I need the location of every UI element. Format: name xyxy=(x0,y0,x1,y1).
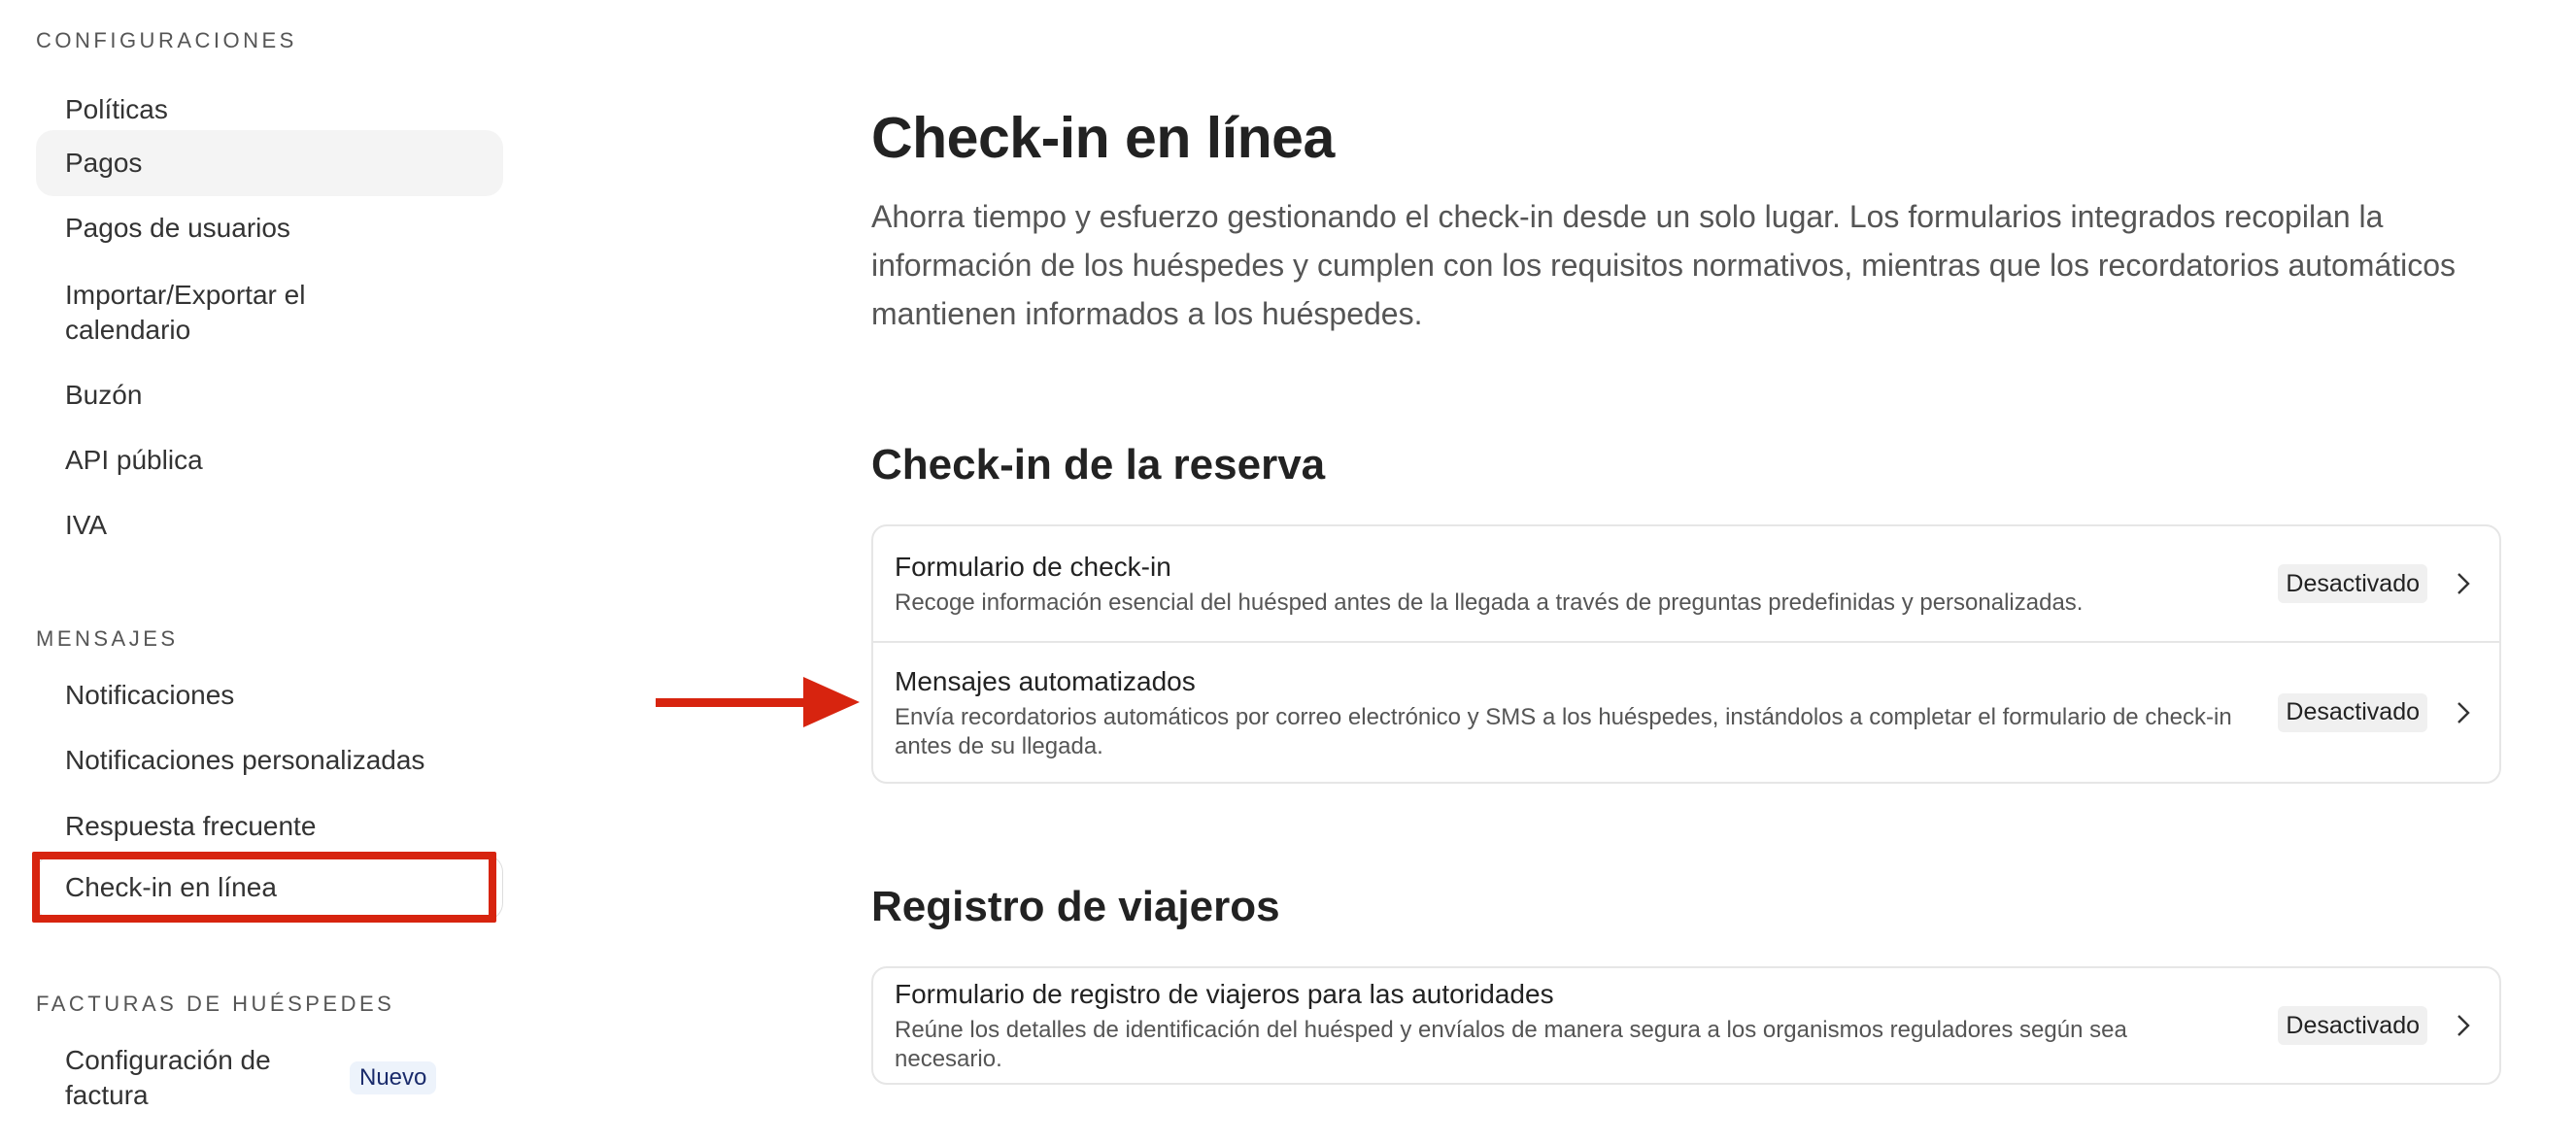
sidebar-item-pagos-de-usuarios[interactable]: Pagos de usuarios xyxy=(65,213,290,243)
row-description: Recoge información esencial del huésped antes de la llegada a través de preguntas predefinidas y personalizadas. xyxy=(895,589,2084,616)
status-badge: Desactivado xyxy=(2278,564,2427,603)
sidebar-item-buzon[interactable]: Buzón xyxy=(65,380,143,410)
arrow-annotation-icon xyxy=(656,675,860,729)
row-description: Envía recordatorios automáticos por correo electrónico y SMS a los huéspedes, instándolos a completar el formulario de check-in antes de su llegada. xyxy=(895,703,2232,759)
chevron-right-icon xyxy=(2455,1012,2472,1039)
section-heading-check-in-reserva: Check-in de la reserva xyxy=(871,441,1326,488)
sidebar-item-politicas[interactable]: Políticas xyxy=(65,94,168,124)
sidebar-item-api-publica[interactable]: API pública xyxy=(65,445,203,475)
page-description: Ahorra tiempo y esfuerzo gestionando el check-in desde un solo lugar. Los formularios integrados recopilan la información de los huéspedes y cumplen con los requisitos normativos, mientras que los recordatorios automáticos mantienen informados a los huéspedes. xyxy=(871,199,2457,331)
row-title: Mensajes automatizados xyxy=(895,665,1196,696)
section-title-mensajes: MENSAJES xyxy=(36,626,179,651)
status-badge: Desactivado xyxy=(2278,693,2427,732)
sidebar-item-respuesta-frecuente[interactable]: Respuesta frecuente xyxy=(65,811,317,841)
row-title: Formulario de check-in xyxy=(895,552,1171,582)
sidebar-item-configuracion-de-factura[interactable]: Configuración de factura xyxy=(65,1045,271,1110)
setting-row-mensajes-automatizados[interactable] xyxy=(873,641,2499,782)
sidebar-item-check-in-en-linea[interactable]: Check-in en línea xyxy=(36,855,503,921)
status-badge: Desactivado xyxy=(2278,1006,2427,1045)
setting-row-formulario-check-in[interactable] xyxy=(873,526,2499,641)
new-badge: Nuevo xyxy=(350,1061,436,1094)
sidebar-item-iva[interactable]: IVA xyxy=(65,510,108,540)
section-title-configuraciones: CONFIGURACIONES xyxy=(36,28,297,52)
row-title: Formulario de registro de viajeros para las autoridades xyxy=(895,979,1554,1009)
sidebar-item-importar-exportar-calendario[interactable]: Importar/Exportar el calendario xyxy=(65,280,306,345)
sidebar-item-pagos[interactable]: Pagos xyxy=(36,130,503,196)
setting-row-formulario-registro-viajeros[interactable] xyxy=(873,968,2499,1083)
chevron-right-icon xyxy=(2455,570,2472,597)
chevron-right-icon xyxy=(2455,699,2472,726)
row-description: Reúne los detalles de identificación del huésped y envíalos de manera segura a los organismos reguladores según sea necesario. xyxy=(895,1017,2127,1072)
sidebar-item-notificaciones[interactable]: Notificaciones xyxy=(65,680,235,710)
settings-sidebar xyxy=(0,0,544,1144)
page-title: Check-in en línea xyxy=(871,106,1335,170)
registro-viajeros-card xyxy=(871,966,2501,1085)
sidebar-item-notificaciones-personalizadas[interactable]: Notificaciones personalizadas xyxy=(65,745,425,775)
check-in-reserva-card xyxy=(871,524,2501,784)
section-heading-registro-viajeros: Registro de viajeros xyxy=(871,883,1280,930)
section-title-facturas-de-huespedes: FACTURAS DE HUÉSPEDES xyxy=(36,992,395,1016)
